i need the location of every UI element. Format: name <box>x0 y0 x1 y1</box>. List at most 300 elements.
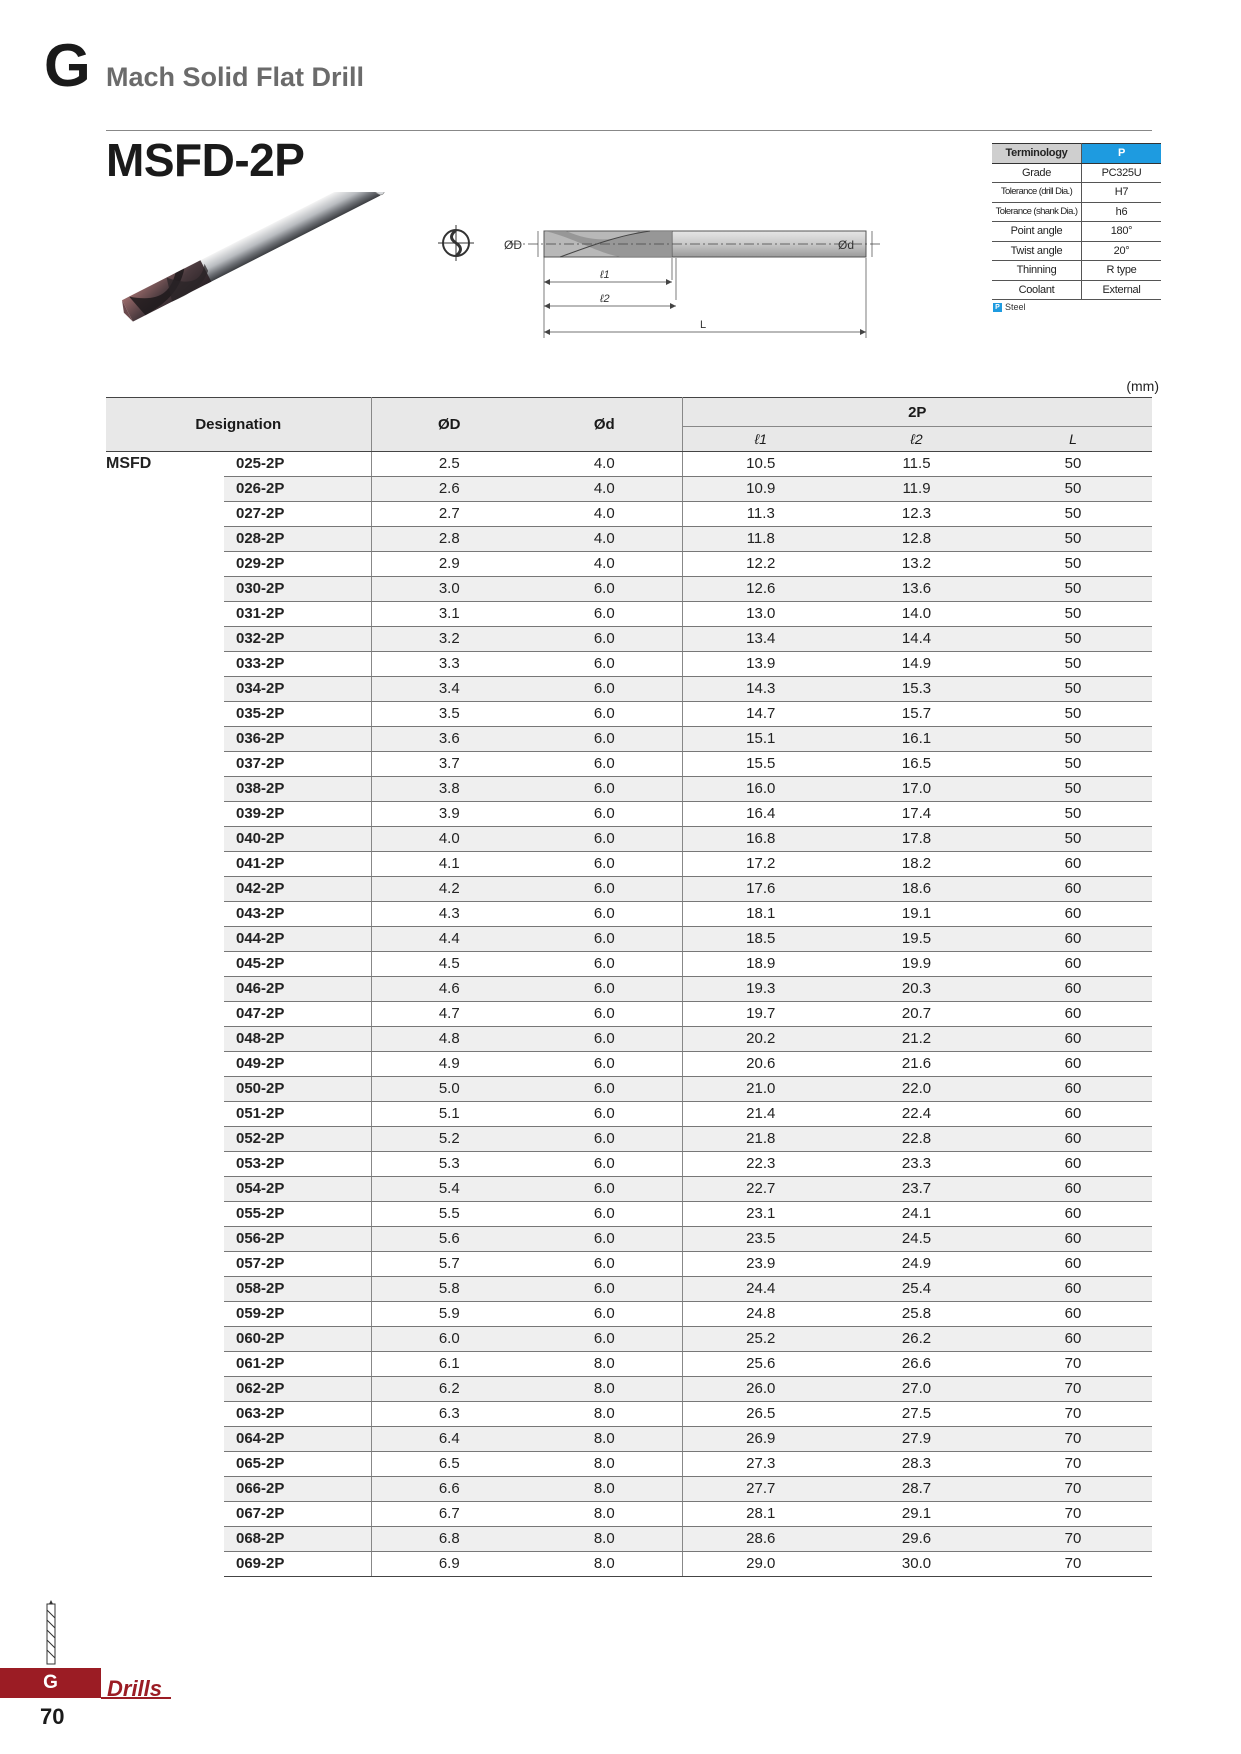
dia-d: 6.0 <box>527 852 682 877</box>
length-L: 70 <box>994 1402 1152 1427</box>
dia-D: 4.1 <box>371 852 527 877</box>
spec-key: Coolant <box>992 280 1082 300</box>
dia-d: 6.0 <box>527 1152 682 1177</box>
length-L: 50 <box>994 627 1152 652</box>
designation-code: 030-2P <box>224 577 371 602</box>
length-L: 50 <box>994 727 1152 752</box>
designation-code: 027-2P <box>224 502 371 527</box>
length-l1: 16.0 <box>682 777 839 802</box>
length-L: 60 <box>994 1277 1152 1302</box>
dia-d: 4.0 <box>527 477 682 502</box>
length-l1: 25.6 <box>682 1352 839 1377</box>
dia-D: 3.9 <box>371 802 527 827</box>
dia-D: 5.5 <box>371 1202 527 1227</box>
length-L: 60 <box>994 1102 1152 1127</box>
dia-D: 4.7 <box>371 1002 527 1027</box>
length-l1: 26.5 <box>682 1402 839 1427</box>
designation-code: 044-2P <box>224 927 371 952</box>
drill-dimension-drawing <box>500 220 890 340</box>
length-l1: 11.8 <box>682 527 839 552</box>
designation-table <box>106 397 1152 1577</box>
header-D: ØD <box>371 398 527 452</box>
length-l1: 19.3 <box>682 977 839 1002</box>
length-l2: 17.4 <box>839 802 994 827</box>
length-l2: 24.1 <box>839 1202 994 1227</box>
length-L: 50 <box>994 777 1152 802</box>
dia-d: 6.0 <box>527 802 682 827</box>
length-L: 60 <box>994 1002 1152 1027</box>
length-L: 50 <box>994 502 1152 527</box>
dia-d: 8.0 <box>527 1402 682 1427</box>
table-row <box>106 752 1152 777</box>
length-L: 60 <box>994 1077 1152 1102</box>
length-l2: 12.3 <box>839 502 994 527</box>
table-row <box>106 627 1152 652</box>
length-L: 60 <box>994 1127 1152 1152</box>
dia-D: 6.0 <box>371 1327 527 1352</box>
length-L: 50 <box>994 827 1152 852</box>
length-l1: 28.6 <box>682 1527 839 1552</box>
length-l2: 23.3 <box>839 1152 994 1177</box>
length-l2: 17.0 <box>839 777 994 802</box>
length-l2: 14.4 <box>839 627 994 652</box>
dia-d: 6.0 <box>527 1177 682 1202</box>
designation-code: 042-2P <box>224 877 371 902</box>
table-row <box>106 527 1152 552</box>
spec-header-row <box>992 144 1161 164</box>
table-row <box>106 1177 1152 1202</box>
dia-D: 3.0 <box>371 577 527 602</box>
legend-text: Steel <box>1005 302 1026 312</box>
length-l1: 28.1 <box>682 1502 839 1527</box>
dia-d: 8.0 <box>527 1352 682 1377</box>
length-l2: 19.5 <box>839 927 994 952</box>
table-row <box>106 502 1152 527</box>
table-row <box>106 1252 1152 1277</box>
dia-D: 6.8 <box>371 1527 527 1552</box>
dia-d: 6.0 <box>527 952 682 977</box>
length-l1: 16.8 <box>682 827 839 852</box>
dia-d: 6.0 <box>527 1002 682 1027</box>
table-row <box>106 952 1152 977</box>
table-row <box>106 552 1152 577</box>
length-l2: 22.4 <box>839 1102 994 1127</box>
dia-D: 5.9 <box>371 1302 527 1327</box>
spec-table <box>992 143 1161 300</box>
length-l1: 27.7 <box>682 1477 839 1502</box>
spec-row <box>992 241 1161 261</box>
dia-d: 6.0 <box>527 1027 682 1052</box>
spec-row <box>992 261 1161 281</box>
length-l1: 13.4 <box>682 627 839 652</box>
length-L: 60 <box>994 902 1152 927</box>
length-l1: 17.2 <box>682 852 839 877</box>
designation-code: 033-2P <box>224 652 371 677</box>
length-L: 50 <box>994 477 1152 502</box>
table-row <box>106 1002 1152 1027</box>
length-l2: 30.0 <box>839 1552 994 1577</box>
dia-D: 3.2 <box>371 627 527 652</box>
designation-code: 026-2P <box>224 477 371 502</box>
table-row <box>106 1077 1152 1102</box>
dia-D: 3.1 <box>371 602 527 627</box>
length-L: 50 <box>994 577 1152 602</box>
dia-D: 2.9 <box>371 552 527 577</box>
legend-swatch: P <box>993 303 1002 312</box>
spec-value: H7 <box>1082 183 1162 203</box>
designation-code: 045-2P <box>224 952 371 977</box>
length-l1: 20.2 <box>682 1027 839 1052</box>
designation-code: 048-2P <box>224 1027 371 1052</box>
footer-section-tab: G <box>0 1668 101 1698</box>
designation-code: 054-2P <box>224 1177 371 1202</box>
length-l1: 29.0 <box>682 1552 839 1577</box>
designation-code: 062-2P <box>224 1377 371 1402</box>
table-row <box>106 1352 1152 1377</box>
dia-D: 5.3 <box>371 1152 527 1177</box>
spec-key: Grade <box>992 163 1082 183</box>
designation-code: 047-2P <box>224 1002 371 1027</box>
length-l2: 14.9 <box>839 652 994 677</box>
dia-D: 6.5 <box>371 1452 527 1477</box>
table-row <box>106 727 1152 752</box>
table-row <box>106 477 1152 502</box>
dia-d: 6.0 <box>527 1327 682 1352</box>
length-L: 70 <box>994 1352 1152 1377</box>
spec-header-key: Terminology <box>992 144 1082 164</box>
dia-D: 5.4 <box>371 1177 527 1202</box>
table-row <box>106 1052 1152 1077</box>
table-row <box>106 1302 1152 1327</box>
length-L: 60 <box>994 1152 1152 1177</box>
length-L: 70 <box>994 1527 1152 1552</box>
length-L: 60 <box>994 927 1152 952</box>
header-divider <box>106 130 1152 131</box>
dia-d: 6.0 <box>527 1052 682 1077</box>
length-l2: 22.0 <box>839 1077 994 1102</box>
dia-D: 3.3 <box>371 652 527 677</box>
dia-d: 6.0 <box>527 602 682 627</box>
dia-D: 6.4 <box>371 1427 527 1452</box>
length-L: 60 <box>994 977 1152 1002</box>
length-L: 50 <box>994 552 1152 577</box>
length-L: 50 <box>994 652 1152 677</box>
table-row <box>106 902 1152 927</box>
designation-code: 059-2P <box>224 1302 371 1327</box>
length-l1: 12.6 <box>682 577 839 602</box>
length-L: 60 <box>994 1227 1152 1252</box>
length-l2: 21.6 <box>839 1052 994 1077</box>
length-l1: 18.5 <box>682 927 839 952</box>
dia-D: 4.8 <box>371 1027 527 1052</box>
dia-D: 2.8 <box>371 527 527 552</box>
designation-code: 067-2P <box>224 1502 371 1527</box>
table-row <box>106 1127 1152 1152</box>
dia-d: 6.0 <box>527 1077 682 1102</box>
dia-d: 6.0 <box>527 1302 682 1327</box>
length-l2: 19.1 <box>839 902 994 927</box>
length-l1: 12.2 <box>682 552 839 577</box>
page-number: 70 <box>40 1704 65 1729</box>
dia-d: 6.0 <box>527 777 682 802</box>
length-l1: 10.5 <box>682 452 839 477</box>
length-L: 70 <box>994 1427 1152 1452</box>
length-l2: 24.5 <box>839 1227 994 1252</box>
section-letter: G <box>44 32 91 99</box>
table-row <box>106 702 1152 727</box>
length-L: 60 <box>994 1252 1152 1277</box>
spec-value: h6 <box>1082 202 1162 222</box>
length-l1: 15.1 <box>682 727 839 752</box>
dia-D: 2.6 <box>371 477 527 502</box>
dia-D: 6.7 <box>371 1502 527 1527</box>
designation-code: 066-2P <box>224 1477 371 1502</box>
table-row <box>106 1327 1152 1352</box>
dia-D: 4.5 <box>371 952 527 977</box>
dia-D: 3.4 <box>371 677 527 702</box>
spec-value: 20° <box>1082 241 1162 261</box>
length-L: 70 <box>994 1477 1152 1502</box>
dia-d: 6.0 <box>527 1102 682 1127</box>
length-l2: 18.2 <box>839 852 994 877</box>
length-l2: 15.7 <box>839 702 994 727</box>
spec-legend <box>993 302 1026 312</box>
length-L: 70 <box>994 1377 1152 1402</box>
length-l2: 22.8 <box>839 1127 994 1152</box>
length-l1: 21.8 <box>682 1127 839 1152</box>
designation-code: 050-2P <box>224 1077 371 1102</box>
spec-value: External <box>1082 280 1162 300</box>
header-designation: Designation <box>106 398 371 452</box>
designation-code: 049-2P <box>224 1052 371 1077</box>
section-title: Mach Solid Flat Drill <box>106 62 365 92</box>
table-row <box>106 977 1152 1002</box>
length-l1: 16.4 <box>682 802 839 827</box>
length-l2: 27.5 <box>839 1402 994 1427</box>
designation-code: 032-2P <box>224 627 371 652</box>
length-L: 60 <box>994 952 1152 977</box>
length-l2: 16.5 <box>839 752 994 777</box>
dia-d: 4.0 <box>527 502 682 527</box>
spec-key: Thinning <box>992 261 1082 281</box>
table-row <box>106 1152 1152 1177</box>
designation-code: 055-2P <box>224 1202 371 1227</box>
length-l1: 14.7 <box>682 702 839 727</box>
spec-row <box>992 163 1161 183</box>
length-l2: 27.0 <box>839 1377 994 1402</box>
length-l1: 21.0 <box>682 1077 839 1102</box>
table-row <box>106 1202 1152 1227</box>
dia-D: 3.6 <box>371 727 527 752</box>
length-l2: 29.6 <box>839 1527 994 1552</box>
dia-d: 6.0 <box>527 1227 682 1252</box>
dia-D: 6.3 <box>371 1402 527 1427</box>
spec-key: Point angle <box>992 222 1082 242</box>
dim-shank-label: Ød <box>838 238 855 252</box>
length-l2: 18.6 <box>839 877 994 902</box>
length-l1: 26.9 <box>682 1427 839 1452</box>
length-l2: 12.8 <box>839 527 994 552</box>
header-group-2P: 2P <box>682 398 1152 427</box>
length-L: 60 <box>994 1177 1152 1202</box>
dia-d: 6.0 <box>527 827 682 852</box>
header-d: Ød <box>527 398 682 452</box>
designation-code: 039-2P <box>224 802 371 827</box>
length-l2: 23.7 <box>839 1177 994 1202</box>
dia-D: 4.0 <box>371 827 527 852</box>
designation-code: 031-2P <box>224 602 371 627</box>
designation-code: 060-2P <box>224 1327 371 1352</box>
designation-code: 041-2P <box>224 852 371 877</box>
length-L: 50 <box>994 452 1152 477</box>
header-l2: ℓ2 <box>839 427 994 452</box>
designation-code: 038-2P <box>224 777 371 802</box>
length-L: 50 <box>994 752 1152 777</box>
length-L: 60 <box>994 1327 1152 1352</box>
dia-d: 6.0 <box>527 1127 682 1152</box>
length-l1: 23.5 <box>682 1227 839 1252</box>
designation-code: 028-2P <box>224 527 371 552</box>
length-l2: 17.8 <box>839 827 994 852</box>
dim-l1-label: ℓ1 <box>600 269 610 281</box>
length-L: 60 <box>994 1202 1152 1227</box>
dia-D: 3.7 <box>371 752 527 777</box>
length-L: 60 <box>994 1302 1152 1327</box>
table-row <box>106 877 1152 902</box>
length-l2: 28.3 <box>839 1452 994 1477</box>
length-L: 50 <box>994 527 1152 552</box>
dia-D: 3.5 <box>371 702 527 727</box>
length-l1: 18.1 <box>682 902 839 927</box>
dia-d: 6.0 <box>527 1252 682 1277</box>
dia-d: 6.0 <box>527 652 682 677</box>
length-L: 70 <box>994 1452 1152 1477</box>
length-l1: 26.0 <box>682 1377 839 1402</box>
length-l2: 25.4 <box>839 1277 994 1302</box>
spec-key: Twist angle <box>992 241 1082 261</box>
footer-section-name: Drills <box>107 1676 163 1701</box>
dia-d: 6.0 <box>527 577 682 602</box>
table-row <box>106 802 1152 827</box>
length-l1: 10.9 <box>682 477 839 502</box>
dia-D: 6.9 <box>371 1552 527 1577</box>
dia-D: 4.2 <box>371 877 527 902</box>
spec-row <box>992 202 1161 222</box>
length-l1: 22.7 <box>682 1177 839 1202</box>
designation-code: 046-2P <box>224 977 371 1002</box>
spec-row <box>992 280 1161 300</box>
length-l1: 20.6 <box>682 1052 839 1077</box>
length-l2: 24.9 <box>839 1252 994 1277</box>
dia-d: 6.0 <box>527 1277 682 1302</box>
table-row <box>106 1552 1152 1577</box>
designation-code: 029-2P <box>224 552 371 577</box>
dia-d: 8.0 <box>527 1552 682 1577</box>
dia-D: 2.5 <box>371 452 527 477</box>
header-l1: ℓ1 <box>682 427 839 452</box>
unit-label: (mm) <box>1126 378 1159 394</box>
dia-D: 5.2 <box>371 1127 527 1152</box>
table-row <box>106 1227 1152 1252</box>
designation-code: 036-2P <box>224 727 371 752</box>
length-L: 50 <box>994 802 1152 827</box>
table-row <box>106 1027 1152 1052</box>
designation-code: 058-2P <box>224 1277 371 1302</box>
length-l2: 19.9 <box>839 952 994 977</box>
table-row <box>106 1452 1152 1477</box>
dia-D: 6.2 <box>371 1377 527 1402</box>
table-row <box>106 677 1152 702</box>
designation-code: 040-2P <box>224 827 371 852</box>
dia-D: 4.6 <box>371 977 527 1002</box>
dia-D: 5.8 <box>371 1277 527 1302</box>
dia-D: 5.6 <box>371 1227 527 1252</box>
length-l1: 21.4 <box>682 1102 839 1127</box>
dim-l2-label: ℓ2 <box>600 293 610 305</box>
dia-D: 5.1 <box>371 1102 527 1127</box>
dia-d: 8.0 <box>527 1527 682 1552</box>
length-l1: 24.4 <box>682 1277 839 1302</box>
designation-code: 052-2P <box>224 1127 371 1152</box>
length-l2: 20.3 <box>839 977 994 1002</box>
length-L: 60 <box>994 877 1152 902</box>
designation-code: 043-2P <box>224 902 371 927</box>
length-l2: 25.8 <box>839 1302 994 1327</box>
length-l2: 29.1 <box>839 1502 994 1527</box>
length-l1: 22.3 <box>682 1152 839 1177</box>
table-row <box>106 1502 1152 1527</box>
dia-D: 2.7 <box>371 502 527 527</box>
length-L: 50 <box>994 702 1152 727</box>
length-l2: 28.7 <box>839 1477 994 1502</box>
designation-code: 064-2P <box>224 1427 371 1452</box>
table-row <box>106 1527 1152 1552</box>
dia-d: 8.0 <box>527 1502 682 1527</box>
dia-D: 4.3 <box>371 902 527 927</box>
drill-product-image <box>115 192 410 342</box>
length-l1: 25.2 <box>682 1327 839 1352</box>
table-row <box>106 1402 1152 1427</box>
dia-D: 4.9 <box>371 1052 527 1077</box>
spec-value: PC325U <box>1082 163 1162 183</box>
dia-d: 8.0 <box>527 1477 682 1502</box>
drill-end-view-icon <box>436 223 476 263</box>
spec-key: Tolerance (shank Dia.) <box>992 202 1082 222</box>
length-l2: 16.1 <box>839 727 994 752</box>
spec-value: 180° <box>1082 222 1162 242</box>
designation-code: 063-2P <box>224 1402 371 1427</box>
table-row <box>106 1377 1152 1402</box>
dia-d: 6.0 <box>527 752 682 777</box>
length-l2: 11.5 <box>839 452 994 477</box>
dia-d: 6.0 <box>527 727 682 752</box>
length-L: 60 <box>994 1052 1152 1077</box>
length-l2: 27.9 <box>839 1427 994 1452</box>
table-row <box>106 852 1152 877</box>
dia-d: 8.0 <box>527 1377 682 1402</box>
dia-D: 5.0 <box>371 1077 527 1102</box>
spec-header-value: P <box>1082 144 1162 164</box>
dia-d: 4.0 <box>527 527 682 552</box>
dia-D: 3.8 <box>371 777 527 802</box>
table-row <box>106 777 1152 802</box>
length-L: 50 <box>994 677 1152 702</box>
length-l1: 17.6 <box>682 877 839 902</box>
designation-code: 034-2P <box>224 677 371 702</box>
length-l2: 13.2 <box>839 552 994 577</box>
spec-value: R type <box>1082 261 1162 281</box>
length-l1: 13.9 <box>682 652 839 677</box>
